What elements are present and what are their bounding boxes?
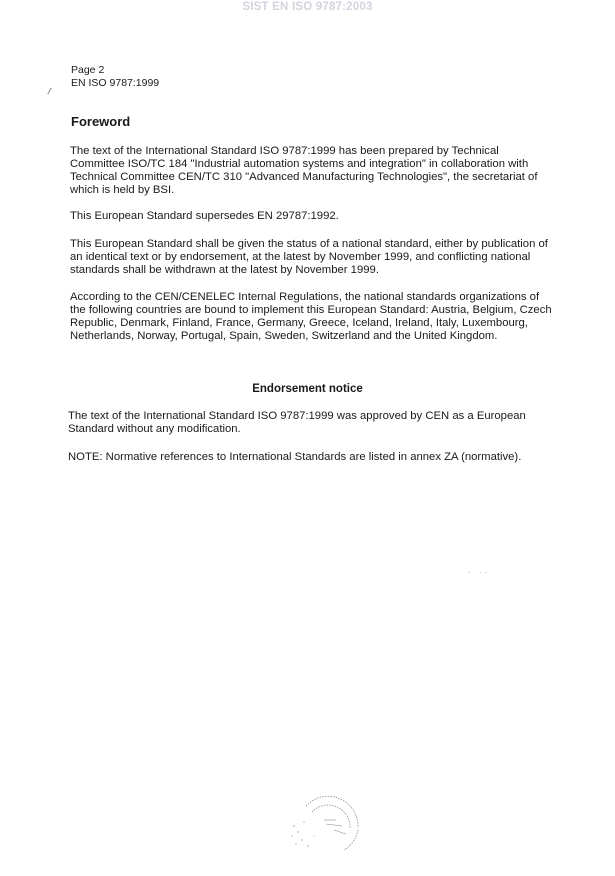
scan-mark [47, 88, 55, 94]
stamp-seal-icon [284, 796, 364, 856]
endorsement-paragraph: The text of the International Standard ISO 9787:1999 was approved by CEN as a European Standard without any modification. [68, 410, 526, 435]
document-watermark: SIST EN ISO 9787:2003 [242, 1, 373, 13]
page-header [71, 64, 159, 89]
normative-note: NOTE: Normative references to International Standards are listed in annex ZA (normative). [68, 451, 522, 463]
endorsement-heading: Endorsement notice [252, 383, 363, 395]
document-id: EN ISO 9787:1999 [71, 76, 160, 89]
foreword-heading: Foreword [71, 114, 131, 129]
foreword-paragraph-2: This European Standard supersedes EN 29787:1992. [70, 210, 339, 222]
foreword-paragraph-4: According to the CEN/CENELEC Internal Regulations, the national standards organizations of the following countries are bound to implement this European Standard: Austria, Belgium, Czech Republic, Denmark, Finland, France, Germany, Greece, Iceland, Ireland, Italy, Luxembourg, Netherlands, Norway, Portugal, Spain, Sweden, Switzerland and the United Kingdom. [70, 291, 552, 342]
foreword-paragraph-3: This European Standard shall be given the status of a national standard, either by publication of an identical text or by endorsement, at the latest by November 1999, and conflicting national standards shall be withdrawn at the latest by November 1999. [70, 238, 548, 276]
foreword-paragraph-1: The text of the International Standard ISO 9787:1999 has been prepared by Technical Committee ISO/TC 184 "Industrial automation systems and integration" in collaboration with Technical Committee CEN/TC 310 "Advanced Manufacturing Technologies", the secretariat of which is held by BSI. [70, 145, 538, 196]
page-number: Page 2 [71, 64, 105, 76]
scan-speck: · ·· [468, 568, 491, 577]
